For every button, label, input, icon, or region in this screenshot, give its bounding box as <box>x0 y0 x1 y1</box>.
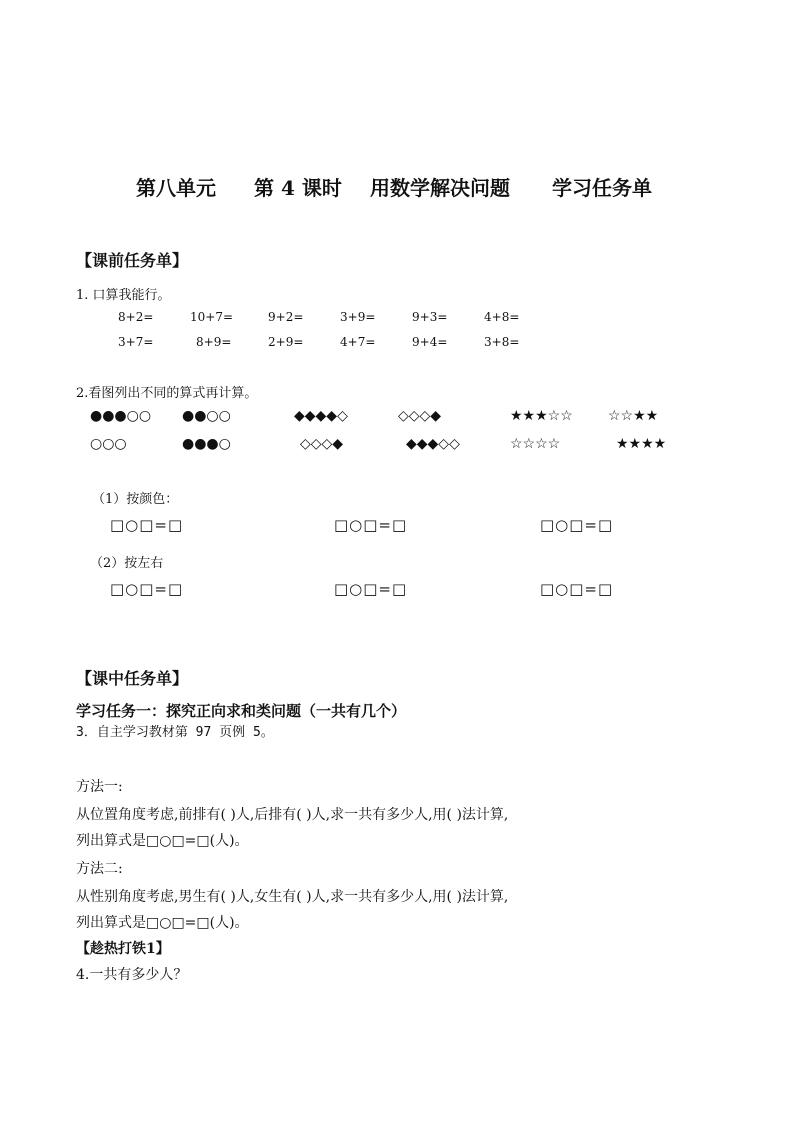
shape-group: ◆◆◆◆◇ <box>294 408 348 424</box>
title-topic: 用数学解决问题 <box>370 176 510 200</box>
shape-group: ◇◇◇◆ <box>398 408 442 424</box>
shape-group: ◆◆◆◇◇ <box>406 436 460 452</box>
shape-group: ○○○ <box>90 436 127 452</box>
shape-group: ★★★★ <box>616 436 667 452</box>
q2-label: 2.看图列出不同的算式再计算。 <box>76 386 258 401</box>
oral-item: 4+8= <box>484 310 520 324</box>
method1-text: 从位置角度考虑,前排有( )人,后排有( )人,求一共有多少人,用( )法计算, <box>76 807 509 823</box>
oral-item: 3+7= <box>118 335 154 349</box>
title-sheet: 学习任务单 <box>552 176 652 200</box>
equation-blank[interactable]: □○□=□ <box>110 516 184 534</box>
pre-class-header: 【课前任务单】 <box>76 251 189 270</box>
shape-group: ●●●○○ <box>90 408 152 424</box>
oral-item: 3+9= <box>340 310 376 324</box>
method1-formula: 列出算式是□○□=□(人)。 <box>76 833 249 849</box>
oral-item: 2+9= <box>268 335 304 349</box>
shape-group: ★★★☆☆ <box>510 408 573 424</box>
method2-formula: 列出算式是□○□=□(人)。 <box>76 915 249 931</box>
practice-header: 【趁热打铁1】 <box>76 941 170 957</box>
equation-blank[interactable]: □○□=□ <box>334 580 408 598</box>
equation-blank[interactable]: □○□=□ <box>540 580 614 598</box>
equation-blank[interactable]: □○□=□ <box>334 516 408 534</box>
shape-group: ☆☆☆☆ <box>510 436 561 452</box>
oral-item: 8+9= <box>196 335 232 349</box>
q3-label: 3．自主学习教材第 97 页例 5。 <box>76 725 274 740</box>
shape-group: ◇◇◇◆ <box>300 436 344 452</box>
method2-text: 从性别角度考虑,男生有( )人,女生有( )人,求一共有多少人,用( )法计算, <box>76 889 509 905</box>
learning-task-1: 学习任务一：探究正向求和类问题（一共有几个） <box>76 702 407 720</box>
equation-blank[interactable]: □○□=□ <box>540 516 614 534</box>
in-class-header: 【课中任务单】 <box>76 669 189 688</box>
oral-item: 3+8= <box>484 335 520 349</box>
shape-group: ●●●○ <box>182 436 231 452</box>
sub-question-by-side: （2）按左右 <box>90 556 164 571</box>
q4-label: 4.一共有多少人？ <box>76 967 188 983</box>
oral-item: 4+7= <box>340 335 376 349</box>
shape-group: ●●○○ <box>182 408 231 424</box>
oral-item: 9+4= <box>412 335 448 349</box>
method2-label: 方法二: <box>76 861 123 877</box>
oral-item: 9+2= <box>268 310 304 324</box>
equation-blank[interactable]: □○□=□ <box>110 580 184 598</box>
q1-label: 1. 口算我能行。 <box>76 288 171 303</box>
title-unit: 第八单元 <box>136 176 216 200</box>
title-lesson: 第 4 课时 <box>254 176 342 200</box>
method1-label: 方法一: <box>76 779 123 795</box>
sub-question-by-color: （1）按颜色： <box>92 492 179 507</box>
oral-item: 8+2= <box>118 310 154 324</box>
shape-group: ☆☆★★ <box>608 408 659 424</box>
oral-item: 9+3= <box>412 310 448 324</box>
oral-item: 10+7= <box>190 310 234 324</box>
